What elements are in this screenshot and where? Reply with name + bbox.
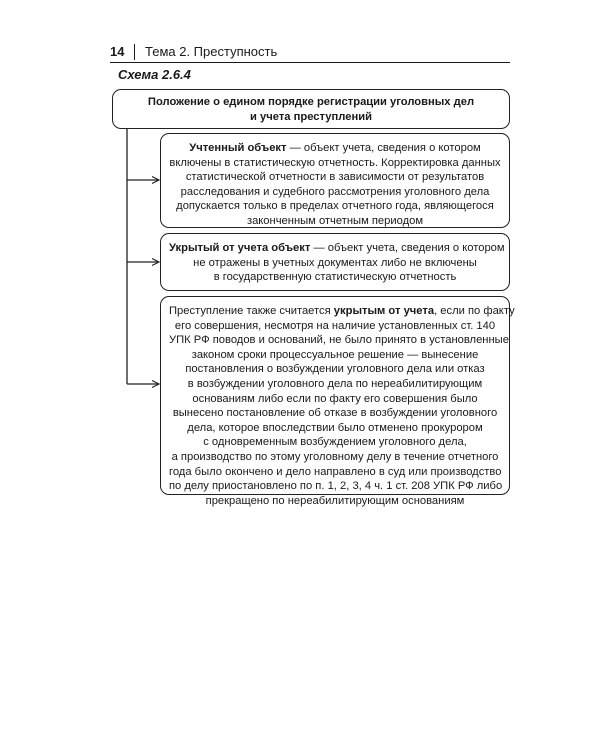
main-box-line-2: и учета преступлений xyxy=(250,110,372,123)
box2-term: Укрытый от учета объект xyxy=(169,242,311,254)
box1-line: допускается только в пределах отчетного года, являющегося xyxy=(176,200,494,213)
box3-line: его совершения, несмотря на наличие установленных ст. 140 xyxy=(174,319,496,332)
box3-line1-post: , если по факту xyxy=(434,305,515,317)
box1-line: статистической отчетности в зависимости от результатов xyxy=(185,171,485,184)
box-accounted-object xyxy=(160,133,510,228)
box1-line: включены в статистическую отчетность. Корректировка данных xyxy=(169,156,501,169)
box2-line1-rest: — объект учета, сведения о котором xyxy=(310,242,505,254)
box-hidden-crime xyxy=(160,296,515,507)
box3-line: вынесено постановление об отказе в возбуждении уголовного xyxy=(172,407,498,420)
box1-term: Учтенный объект xyxy=(189,142,287,154)
box3-line: в возбуждении уголовного дела по нереабилитирующим xyxy=(187,377,483,390)
page-number: 14 xyxy=(110,44,125,59)
box3-line: основаниям либо если по факту его совершения было xyxy=(192,392,478,405)
box1-line: расследования и судебного рассмотрения уголовного дела xyxy=(180,185,490,198)
box3-line: УПК РФ поводов и оснований, не было принято в установленные xyxy=(169,334,509,347)
box3-line: года было окончено и дело направлено в суд или производство xyxy=(169,465,502,478)
box3-line: по делу приостановлено по п. 1, 2, 3, 4 ч. 1 ст. 208 УПК РФ либо xyxy=(169,480,503,493)
box1-line-1 xyxy=(169,141,501,156)
box3-line: постановления о возбуждении уголовного дела или отказ xyxy=(185,363,485,376)
box3-line: а производство по этому уголовному делу в течение отчетного xyxy=(171,450,499,463)
box3-line: дела, которое впоследствии было отменено прокурором xyxy=(187,421,483,434)
box1-line1-rest: — объект учета, сведения о котором xyxy=(286,142,481,154)
schema-title: Схема 2.6.4 xyxy=(118,67,191,82)
box3-line: с одновременным возбуждением уголовного дела, xyxy=(203,436,467,449)
box2-line: не отражены в учетных документах либо не включены xyxy=(193,256,477,269)
box3-line: прекращено по нереабилитирующим основаниям xyxy=(205,494,465,507)
box2-line: в государственную статистическую отчетность xyxy=(213,271,457,284)
main-box xyxy=(112,89,510,129)
box3-line: законом сроки процессуальное решение — вынесение xyxy=(191,348,479,361)
box3-line-1 xyxy=(169,304,515,319)
box3-line1-pre: Преступление также считается xyxy=(169,305,334,317)
main-box-line-1: Положение о едином порядке регистрации уголовных дел xyxy=(147,96,475,108)
box-hidden-object xyxy=(160,233,510,291)
box3-term: укрытым от учета xyxy=(333,305,435,317)
box2-line-1 xyxy=(169,241,505,256)
chapter-topic: Тема 2. Преступность xyxy=(145,44,278,59)
box1-line: законченным отчетным периодом xyxy=(246,214,424,227)
